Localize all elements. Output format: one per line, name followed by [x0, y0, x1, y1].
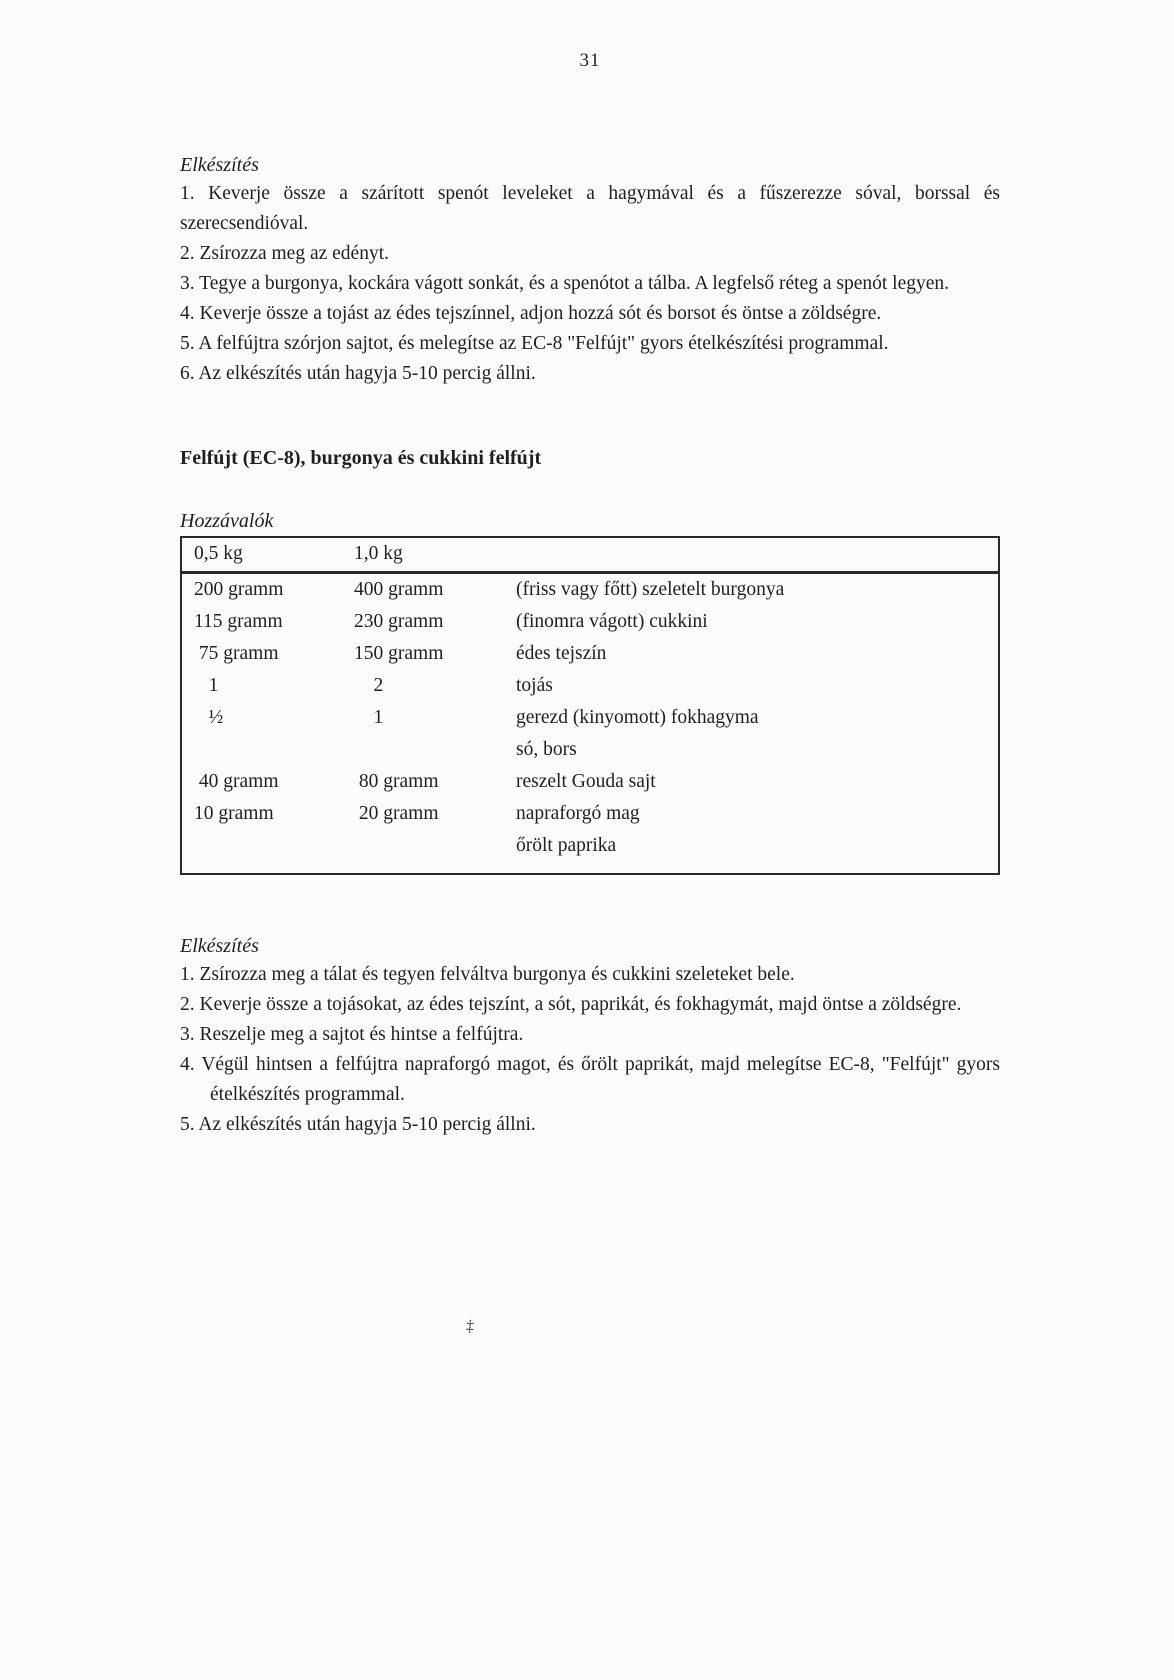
section-1-steps	[180, 179, 1000, 389]
scan-artifact-mark: ‡	[465, 1317, 475, 1336]
ingredients-table-body	[181, 573, 999, 875]
amount-05kg	[181, 734, 342, 766]
amount-10kg	[342, 734, 504, 766]
col-header-05kg: 0,5 kg	[181, 537, 342, 573]
ingredient-name: (friss vagy főtt) szeletelt burgonya	[516, 579, 785, 600]
ingredient-name: tojás	[516, 675, 553, 696]
step-text: 1. Zsírozza meg a tálat és tegyen felváltva burgonya és cukkini szeleteket bele.	[180, 964, 795, 985]
step-text: 5. Az elkészítés után hagyja 5-10 percig állni.	[180, 1114, 536, 1135]
step-text: 2. Zsírozza meg az edényt.	[180, 243, 389, 264]
ingredient-row	[181, 606, 999, 638]
ingredient-name: só, bors	[516, 739, 577, 760]
amount-05kg: 75 gramm	[194, 643, 279, 664]
ingredient-row	[181, 638, 999, 670]
ingredient-row	[181, 830, 999, 874]
ingredients-table	[180, 536, 1000, 875]
amount-10kg: 80 gramm	[354, 771, 439, 792]
ingredient-row	[181, 702, 999, 734]
col-header-ingredient	[504, 537, 999, 573]
ingredient-row	[181, 798, 999, 830]
section-2-title: Elkészítés	[180, 935, 259, 957]
ingredient-name: (finomra vágott) cukkini	[516, 611, 708, 632]
section-2-steps	[180, 960, 1000, 1140]
amount-10kg: 1	[354, 707, 384, 728]
section-1-title: Elkészítés	[180, 154, 259, 176]
ingredient-row	[181, 670, 999, 702]
page-number: 31	[579, 50, 601, 71]
ingredient-name: napraforgó mag	[516, 803, 640, 824]
step-text: 5. A felfújtra szórjon sajtot, és melegítse az EC-8 "Felfújt" gyors ételkészítési programmal.	[180, 333, 889, 354]
amount-05kg: 200 gramm	[194, 579, 284, 600]
ingredients-table-head	[181, 537, 999, 573]
amount-10kg: 150 gramm	[354, 643, 444, 664]
step-text: 4. Keverje össze a tojást az édes tejszínnel, adjon hozzá sót és borsot és öntse a zöldségre.	[180, 303, 882, 324]
ingredient-row	[181, 734, 999, 766]
amount-10kg	[342, 830, 504, 874]
amount-10kg: 2	[354, 675, 384, 696]
recipe-title: Felfújt (EC-8), burgonya és cukkini felfújt	[180, 447, 542, 469]
ingredient-name: gerezd (kinyomott) fokhagyma	[516, 707, 759, 728]
preparation-section-2	[180, 935, 1000, 1140]
amount-10kg: 230 gramm	[354, 611, 444, 632]
ingredient-name: édes tejszín	[516, 643, 607, 664]
ingredients-header-row	[181, 537, 999, 573]
ingredient-row	[181, 573, 999, 607]
step-text: 3. Reszelje meg a sajtot és hintse a felfújtra.	[180, 1024, 524, 1045]
step-text: 2. Keverje össze a tojásokat, az édes tejszínt, a sót, paprikát, és fokhagymát, majd öntse a zöldségre.	[180, 994, 962, 1015]
ingredients-label: Hozzávalók	[180, 510, 274, 532]
ingredient-name: reszelt Gouda sajt	[516, 771, 656, 792]
amount-05kg: 40 gramm	[194, 771, 279, 792]
amount-10kg: 20 gramm	[354, 803, 439, 824]
amount-05kg: ½	[194, 707, 224, 728]
amount-05kg	[181, 830, 342, 874]
amount-10kg: 400 gramm	[354, 579, 444, 600]
col-header-10kg: 1,0 kg	[342, 537, 504, 573]
step-text: 1. Keverje össze a szárított spenót leveleket a hagymával és a fűszerezze sóval, borssal és szerecsendióval.	[180, 183, 1000, 234]
step-text: 6. Az elkészítés után hagyja 5-10 percig állni.	[180, 363, 536, 384]
step-text: 4. Végül hintsen a felfújtra napraforgó magot, és őrölt paprikát, majd melegítse EC-8, "Felfújt" gyors ételkészítés programmal.	[180, 1054, 1000, 1105]
step-text: 3. Tegye a burgonya, kockára vágott sonkát, és a spenótot a tálba. A legfelső réteg a spenót legyen.	[180, 273, 950, 294]
amount-05kg: 1	[194, 675, 219, 696]
amount-05kg: 10 gramm	[194, 803, 274, 824]
ingredient-name: őrölt paprika	[516, 835, 617, 856]
preparation-section-1	[180, 154, 1000, 389]
amount-05kg: 115 gramm	[194, 611, 283, 632]
ingredient-row	[181, 766, 999, 798]
